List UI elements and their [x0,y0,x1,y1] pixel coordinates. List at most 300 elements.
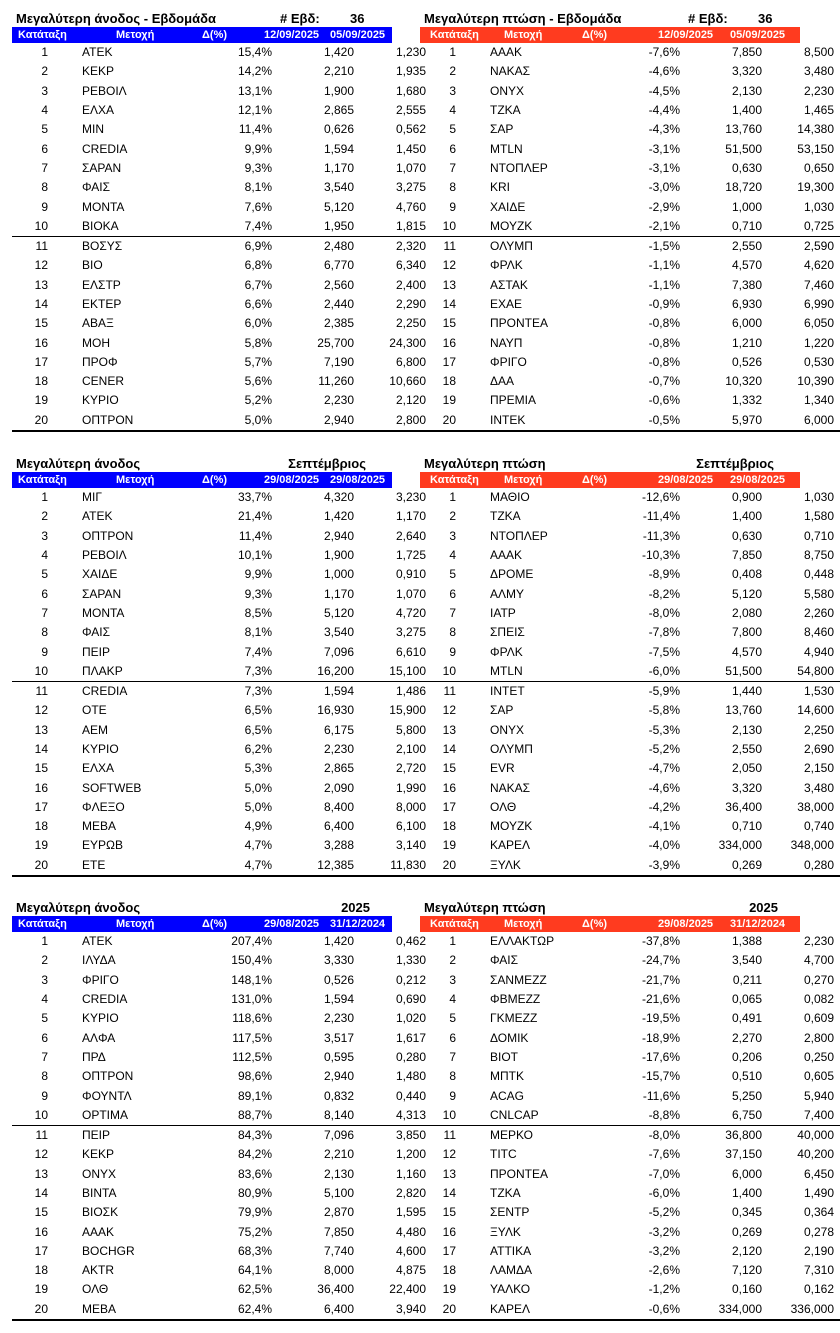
price-current-cell: 2,230 [323,393,354,408]
change-cell: -4,6% [648,64,680,79]
stock-cell: ΚΕΚΡ [82,64,115,79]
rank-cell: 13 [34,277,48,292]
stock-cell: CREDIA [82,992,128,1007]
table-header [12,916,392,932]
table-row [12,565,432,584]
rank-cell: 5 [449,567,456,582]
panel-year-down [420,899,834,1321]
price-current-cell: 5,100 [323,1186,354,1200]
table-row [12,507,432,526]
change-cell: -1,2% [648,1282,680,1297]
rank-cell: 7 [41,160,48,175]
stock-cell: ΜΠΤΚ [490,1069,524,1084]
rank-cell: 16 [442,1224,456,1239]
rank-cell: 13 [34,1166,48,1181]
change-cell: -2,9% [648,199,680,214]
change-cell: -5,2% [648,1205,680,1220]
price-reference-cell: 2,120 [395,393,426,408]
price-current-cell: 1,594 [323,992,354,1007]
price-current-cell: 1,594 [323,141,354,156]
table-row [12,662,432,682]
change-cell: 11,4% [238,528,272,543]
price-current-cell: 2,550 [731,239,762,254]
price-reference-cell: 7,310 [803,1263,834,1278]
price-current-cell: 2,550 [731,742,762,756]
price-reference-cell: 7,460 [803,277,834,292]
change-cell: -4,7% [648,761,680,776]
header-date2: 31/12/2024 [330,918,386,930]
price-reference-cell: 5,940 [803,1088,834,1103]
price-current-cell: 2,130 [323,1166,354,1181]
change-cell: -0,5% [648,412,680,427]
rank-cell: 7 [449,160,456,175]
stock-cell: ΞΥΛΚ [490,1224,521,1239]
change-cell: 80,9% [237,1186,272,1200]
price-reference-cell: 3,140 [395,838,426,853]
table-header [420,27,800,43]
rank-cell: 14 [34,297,48,311]
change-cell: -6,0% [648,1186,680,1200]
price-current-cell: 2,940 [323,528,354,543]
change-cell: -1,1% [648,277,680,292]
stock-cell: ΒΙΟΤ [490,1049,519,1064]
rank-cell: 6 [449,1030,456,1045]
change-cell: -1,5% [648,239,680,254]
table-row [420,721,840,740]
price-reference-cell: 3,850 [395,1128,426,1143]
price-current-cell: 0,710 [731,819,762,834]
rank-cell: 11 [443,1128,456,1143]
table-row [12,1125,432,1145]
rank-cell: 15 [442,316,456,331]
stock-cell: ΟΛΥΜΠ [490,742,533,756]
table-row [420,82,840,101]
panel-title-row [420,455,800,472]
price-reference-cell: 2,150 [803,761,834,776]
stock-cell: INTEK [490,412,526,427]
rank-cell: 16 [442,780,456,795]
table-row [420,546,840,565]
price-current-cell: 7,120 [731,1263,762,1278]
panel-title-row [420,10,800,27]
table-row [420,565,840,584]
price-current-cell: 7,740 [323,1243,354,1258]
change-cell: -3,1% [648,160,680,175]
price-current-cell: 7,096 [323,1128,354,1143]
change-cell: 4,7% [244,838,272,853]
stock-cell: OPTIMA [48,1106,192,1126]
table-row [12,1048,432,1067]
price-current-cell: 0,832 [323,1088,354,1103]
change-cell: 131,0% [231,992,272,1007]
rank-cell: 19 [442,1282,456,1297]
rank-cell: 16 [442,335,456,350]
price-reference-cell: 2,800 [395,412,426,427]
stock-cell: ΠΕΙΡ [82,644,111,659]
stock-cell: ΕΧΑΕ [490,297,523,311]
change-cell: 64,1% [237,1263,272,1278]
price-current-cell: 1,400 [731,509,762,524]
change-cell: -7,6% [648,45,680,60]
price-reference-cell: 4,620 [803,258,834,273]
price-current-cell: 8,000 [323,1263,354,1278]
change-cell: -4,5% [648,83,680,98]
table-row [420,101,840,120]
rank-cell: 14 [34,742,48,756]
price-reference-cell: 19,300 [797,180,834,195]
price-current-cell: 2,120 [731,1243,762,1258]
price-current-cell: 3,540 [323,625,354,640]
header-date1: 12/09/2025 [658,29,714,41]
header-change: Δ(%) [202,918,228,930]
change-cell: 5,7% [244,354,272,369]
stock-cell: ΝΑΥΠ [490,335,523,350]
price-reference-cell: 2,230 [803,83,834,98]
price-reference-cell: 1,030 [803,490,834,505]
change-cell: 7,3% [192,662,272,682]
change-cell: 75,2% [237,1224,272,1239]
stock-cell: CREDIA [82,684,128,699]
rank-cell: 3 [41,83,48,98]
price-current-cell: 7,190 [323,354,354,369]
change-cell: 83,6% [237,1166,272,1181]
stock-cell: ACAG [490,1088,525,1103]
price-current-cell: 36,400 [725,799,762,814]
stock-cell: INTET [490,684,525,699]
table-row [420,642,840,661]
price-reference-cell: 22,400 [389,1282,426,1297]
price-reference-cell: 4,313 [354,1106,432,1126]
price-reference-cell: 0,280 [803,857,834,872]
change-cell: 15,4% [237,45,272,60]
table-row [420,1145,840,1164]
change-cell: 118,6% [232,1011,272,1026]
stock-cell: ΧΑΙΔΕ [490,199,526,214]
rank-cell: 3 [449,528,456,543]
period-label: Σεπτέμβριος [288,456,366,471]
price-reference-cell: 1,030 [803,199,834,214]
rank-cell: 7 [449,1049,456,1064]
price-reference-cell: 15,900 [389,703,426,718]
price-current-cell: 0,269 [731,857,762,872]
rank-cell: 14 [34,1186,48,1200]
price-reference-cell: 10,390 [797,374,834,389]
stock-cell: ΤΖΚΑ [490,1186,521,1200]
rank-cell: 19 [34,838,48,853]
change-cell: -4,6% [648,780,680,795]
price-reference-cell: 1,725 [395,548,426,563]
rank-cell: 4 [449,992,456,1007]
panel-month-down [420,455,834,877]
price-reference-cell: 0,448 [803,567,834,582]
stock-cell: ΕΛΧΑ [82,103,115,118]
price-reference-cell: 6,100 [395,819,426,834]
change-cell: 7,4% [192,217,272,237]
price-current-cell: 3,517 [323,1030,354,1045]
change-cell: -3,9% [648,857,680,872]
price-current-cell: 2,870 [323,1205,354,1220]
rank-cell: 9 [41,1088,48,1103]
rank-cell: 15 [34,316,48,331]
change-cell: 68,3% [237,1243,272,1258]
change-cell: 5,0% [244,799,272,814]
change-cell: 6,6% [244,297,272,311]
price-reference-cell: 3,940 [395,1301,426,1316]
change-cell: 7,3% [244,684,272,699]
change-cell: 6,7% [244,277,272,292]
header-rank: Κατάταξη [430,918,479,930]
rank-cell: 7 [41,605,48,620]
table-row [12,256,432,275]
rank-cell: 10 [420,662,456,682]
rank-cell: 7 [449,605,456,620]
price-current-cell: 7,850 [323,1224,354,1239]
table-row [420,391,840,410]
table-header [420,472,800,488]
stock-cell: ΣΑΡΑΝ [82,586,122,601]
price-current-cell: 13,760 [725,122,762,137]
table-header [12,472,392,488]
stock-cell: CREDIA [82,141,128,156]
stock-cell: ΑΕΜ [82,722,109,737]
price-current-cell: 2,940 [323,412,354,427]
change-cell: -15,7% [641,1069,680,1084]
change-cell: 14,2% [237,64,272,79]
change-cell: 6,5% [244,703,272,718]
stock-cell: ΣΑΡ [490,122,514,137]
change-cell: -12,6% [641,490,680,505]
change-cell: 9,9% [244,567,272,582]
change-cell: 98,6% [237,1069,272,1084]
table-row [12,1242,432,1261]
change-cell: -8,2% [648,586,680,601]
table-row [420,1261,840,1280]
stock-cell: ΜΕΒΑ [82,819,117,834]
price-reference-cell: 4,940 [803,644,834,659]
panel-title: Μεγαλύτερη πτώση - Εβδομάδα [424,11,622,26]
rank-cell: 8 [41,1069,48,1084]
price-reference-cell: 7,400 [762,1106,840,1126]
price-current-cell: 1,440 [731,684,762,699]
stock-cell: ΜΟΝΤΑ [82,199,125,214]
stock-cell: ΠΕΙΡ [82,1128,111,1143]
price-current-cell: 2,865 [323,761,354,776]
price-reference-cell: 4,875 [395,1263,426,1278]
rank-cell: 11 [443,239,456,254]
stock-cell: ΥΑΛΚΟ [490,1282,531,1297]
price-reference-cell: 3,480 [803,780,834,795]
stock-cell: ΓΚΜΕΖΖ [490,1011,538,1026]
panel-title: Μεγαλύτερη άνοδος [16,900,141,915]
price-current-cell: 0,630 [731,160,762,175]
change-cell: 8,1% [244,625,272,640]
rank-cell: 19 [34,1282,48,1297]
table-row [12,1184,432,1203]
change-cell: -3,0% [648,180,680,195]
table-row [12,836,432,855]
ranking-table [420,488,840,877]
period-label: Σεπτέμβριος [696,456,774,471]
price-current-cell: 1,400 [731,103,762,118]
rank-cell: 14 [442,1186,456,1200]
header-change: Δ(%) [202,474,228,486]
rank-cell: 7 [41,1049,48,1064]
price-reference-cell: 1,465 [803,103,834,118]
stock-cell: ΜΑΘΙΟ [490,490,530,505]
rank-cell: 14 [442,742,456,756]
rank-cell: 15 [442,761,456,776]
stock-cell: MTLN [490,141,523,156]
change-cell: -3,1% [648,141,680,156]
stock-cell: ΣΠΕΙΣ [490,625,525,640]
price-current-cell: 1,950 [272,217,354,237]
price-reference-cell: 0,530 [803,354,834,369]
header-rank: Κατάταξη [18,474,67,486]
price-reference-cell: 40,200 [797,1147,834,1162]
table-row [12,178,432,197]
price-reference-cell: 2,555 [395,103,426,118]
change-cell: 88,7% [192,1106,272,1126]
price-current-cell: 5,120 [323,199,354,214]
panel-title-row [420,899,800,916]
price-reference-cell: 1,580 [803,509,834,524]
stock-cell: ΠΛΑΚΡ [48,662,192,682]
stock-cell: ΠΡΔ [82,1049,106,1064]
rank-cell: 17 [34,799,48,814]
header-change: Δ(%) [582,918,608,930]
price-reference-cell: 2,320 [395,239,426,254]
rank-cell: 5 [449,1011,456,1026]
rank-cell: 2 [449,64,456,79]
change-cell: 10,1% [237,548,272,563]
price-reference-cell: 2,800 [803,1030,834,1045]
price-current-cell: 2,480 [323,239,354,254]
rank-cell: 20 [442,1301,456,1316]
price-reference-cell: 14,380 [797,122,834,137]
price-reference-cell: 336,000 [790,1301,834,1316]
change-cell: -21,6% [641,992,680,1007]
table-row [420,411,840,431]
change-cell: -0,6% [648,393,680,408]
price-current-cell: 1,594 [323,684,354,699]
price-reference-cell: 1,486 [395,684,426,699]
ranking-table [420,43,840,432]
price-reference-cell: 0,725 [762,217,840,237]
table-row [12,642,432,661]
header-stock: Μετοχή [116,29,155,41]
rank-cell: 5 [449,122,456,137]
price-current-cell: 0,526 [323,972,354,987]
price-current-cell: 4,570 [731,644,762,659]
change-cell: 6,2% [244,742,272,756]
price-reference-cell: 2,250 [395,316,426,331]
price-reference-cell: 1,990 [395,780,426,795]
panel-week-up [12,10,426,432]
change-cell: 150,4% [231,953,272,968]
table-header [420,916,800,932]
price-current-cell: 3,320 [731,780,762,795]
stock-cell: ΤΖΚΑ [490,103,521,118]
rank-cell: 1 [41,45,48,60]
price-reference-cell: 6,450 [803,1166,834,1181]
rank-cell: 6 [41,1030,48,1045]
price-reference-cell: 2,260 [803,605,834,620]
price-reference-cell: 2,190 [803,1243,834,1258]
stock-cell: ΕΛΧΑ [82,761,115,776]
price-current-cell: 51,500 [725,141,762,156]
price-current-cell: 0,345 [731,1205,762,1220]
rank-cell: 3 [41,528,48,543]
stock-cell: BOCHGR [82,1243,135,1258]
price-current-cell: 8,400 [323,799,354,814]
price-reference-cell: 0,364 [803,1205,834,1220]
rank-cell: 19 [442,393,456,408]
rank-cell: 8 [41,625,48,640]
stock-cell: ΚΑΡΕΛ [490,1301,531,1316]
period-label: 2025 [341,900,370,915]
price-reference-cell: 8,500 [803,45,834,60]
stock-cell: CNLCAP [456,1106,600,1126]
stock-cell: ΠΡΕΜΙΑ [490,393,537,408]
rank-cell: 17 [442,354,456,369]
price-reference-cell: 2,690 [803,742,834,756]
rank-cell: 18 [442,374,456,389]
price-reference-cell: 0,250 [803,1049,834,1064]
table-row [420,778,840,797]
price-current-cell: 3,540 [323,180,354,195]
rank-cell: 3 [449,972,456,987]
header-stock: Μετοχή [504,474,543,486]
panel-title: Μεγαλύτερη άνοδος - Εβδομάδα [16,11,216,26]
rank-cell: 2 [449,953,456,968]
table-row [420,1086,840,1105]
price-current-cell: 36,400 [317,1282,354,1297]
price-current-cell: 1,900 [323,548,354,563]
price-reference-cell: 1,220 [803,335,834,350]
stock-cell: ΚΥΡΙΟ [82,1011,119,1026]
price-reference-cell: 2,590 [803,239,834,254]
rank-cell: 18 [442,819,456,834]
table-row [12,314,432,333]
stock-cell: ΟΛΘ [490,799,517,814]
price-reference-cell: 1,160 [395,1166,426,1181]
header-rank: Κατάταξη [18,29,67,41]
change-cell: 6,9% [244,239,272,254]
change-cell: 4,9% [244,819,272,834]
stock-cell: ΒΙΟ [82,258,103,273]
table-row [12,62,432,81]
table-row [12,1067,432,1086]
change-cell: -7,6% [648,1147,680,1162]
price-reference-cell: 0,609 [803,1011,834,1026]
change-cell: -7,8% [648,625,680,640]
rank-cell: 4 [41,103,48,118]
stock-cell: ΞΥΛΚ [490,857,521,872]
change-cell: 112,5% [232,1049,272,1064]
change-cell: -4,4% [648,103,680,118]
price-current-cell: 1,000 [323,567,354,582]
price-current-cell: 6,400 [323,819,354,834]
price-current-cell: 2,130 [731,722,762,737]
change-cell: -8,0% [648,1128,680,1143]
stock-cell: ΜΟΥΖΚ [490,819,533,834]
price-current-cell: 6,000 [731,316,762,331]
table-row [420,43,840,62]
table-row [420,159,840,178]
price-current-cell: 6,175 [323,722,354,737]
stock-cell: ΟΛΥΜΠ [490,239,533,254]
table-row [12,236,432,256]
